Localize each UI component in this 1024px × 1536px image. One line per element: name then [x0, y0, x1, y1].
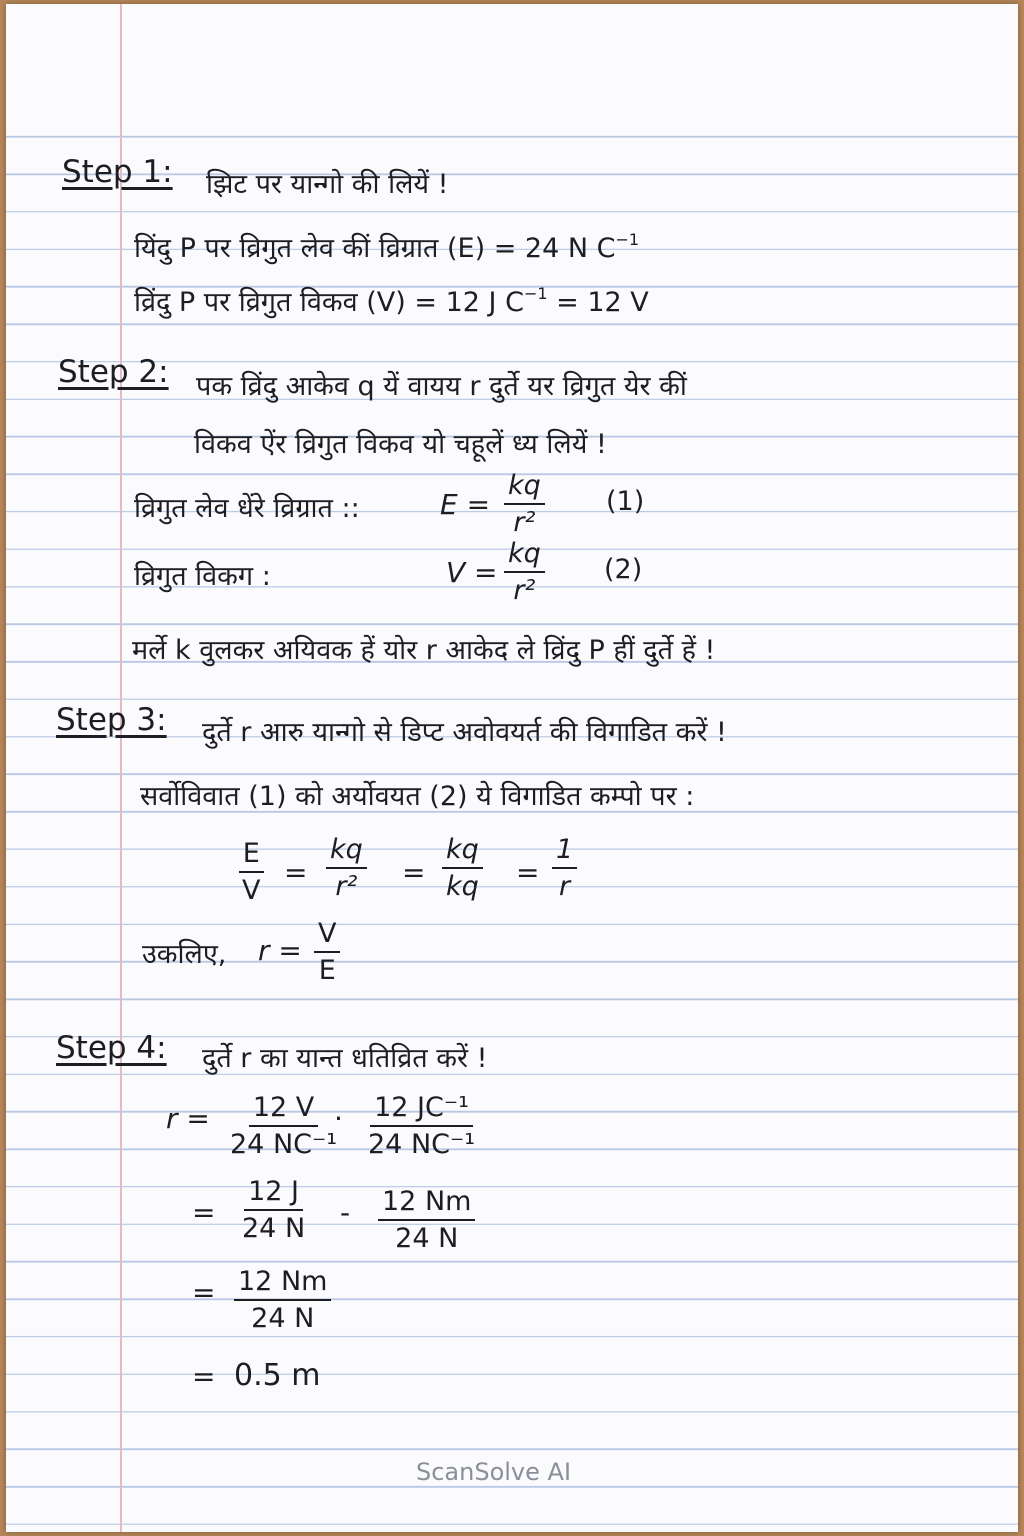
step3-fraction-kq-over-kq — [442, 834, 483, 902]
a-denominator: 24 NC⁻¹ — [230, 1129, 338, 1160]
e-numerator: 12 Nm — [234, 1266, 331, 1301]
step3-result-prefix: उकलिए, — [142, 939, 227, 970]
b-numerator: 12 JC⁻¹ — [370, 1092, 473, 1127]
eq2-label: व्रिगुत विकग : — [134, 561, 271, 592]
step2-line1: पक व्रिंदु आकेव q यें वायय r दुर्ते यर व्रिगुत येर कीं — [196, 371, 687, 402]
step3-fraction-e-over-v — [238, 838, 264, 906]
step4-equals-4: = — [192, 1360, 216, 1393]
margin-line — [120, 4, 122, 1532]
eq1-tag: (1) — [606, 486, 645, 517]
f2-numerator: kq — [326, 834, 367, 869]
final-answer: 0.5 m — [234, 1358, 321, 1393]
equals-b: = — [402, 856, 426, 889]
eq1-fraction — [504, 470, 545, 538]
step3-line1: दुर्ते r आरु यान्गो से डिप्ट अवोवयर्त की विगाडित करें ! — [202, 717, 727, 748]
eq2-lhs: V = — [446, 556, 498, 589]
step3-label: Step 3: — [56, 702, 167, 738]
step3-line2: सर्वोविवात (1) को अर्योवयत (2) ये विगाडित कम्पो पर : — [140, 781, 695, 812]
step1-line1: यिंदु P पर व्रिगुत लेव कीं व्रिग्रात (E) = 24 N $C^{-1}$ — [134, 230, 640, 264]
f1-numerator: E — [239, 838, 264, 873]
d-numerator: 12 Nm — [378, 1186, 475, 1221]
equals-c: = — [516, 856, 540, 889]
step2-note: मर्ले k वुलकर अयिवक हें योर r आकेद ले व्रिंदु P हीं दुर्ते हें ! — [132, 635, 716, 666]
step3-result-lhs: r = — [258, 934, 302, 967]
d-denominator: 24 N — [395, 1223, 459, 1254]
step1-line2: व्रिंदु P पर व्रिगुत विकव (V) = 12 J $C^{-1} = 12$ V — [134, 284, 649, 318]
step2-line2: विकव ऐंर व्रिगुत विकव यो चहूलें ध्य लियें ! — [194, 429, 607, 460]
step4-fraction-d — [378, 1186, 475, 1254]
step4-dash: - — [340, 1196, 351, 1229]
step1-intro: झिट पर यान्गो की लियें ! — [206, 169, 449, 200]
step3-fraction-1-over-r — [552, 834, 577, 902]
step4-r-lhs: r = — [166, 1102, 210, 1135]
eq1-label: व्रिगुत लेव धेंरे व्रिग्रात :: — [134, 493, 360, 524]
step4-equals-2: = — [192, 1196, 216, 1229]
notebook-page — [6, 4, 1018, 1532]
b-denominator: 24 NC⁻¹ — [368, 1129, 476, 1160]
eq1-numerator: kq — [504, 470, 545, 505]
c-denominator: 24 N — [242, 1213, 306, 1244]
step4-label: Step 4: — [56, 1030, 167, 1066]
step4-fraction-a — [226, 1092, 341, 1160]
c-numerator: 12 J — [244, 1176, 303, 1211]
result-numerator: V — [314, 918, 340, 953]
step4-fraction-c — [238, 1176, 309, 1244]
a-numerator: 12 V — [249, 1092, 318, 1127]
step4-dot: · — [334, 1102, 343, 1135]
e-denominator: 24 N — [251, 1303, 315, 1334]
equals-a: = — [284, 856, 308, 889]
step4-fraction-e — [234, 1266, 331, 1334]
eq1-lhs: E = — [440, 488, 491, 521]
step4-fraction-b — [364, 1092, 479, 1160]
step2-label: Step 2: — [58, 354, 169, 390]
f1-denominator: V — [242, 875, 261, 906]
f3-denominator: kq — [446, 871, 479, 902]
brand-watermark: ScanSolve AI — [416, 1458, 572, 1486]
step1-label: Step 1: — [62, 154, 173, 190]
eq2-numerator: kq — [504, 538, 545, 573]
eq2-tag: (2) — [604, 554, 643, 585]
eq1-denominator: r² — [513, 507, 536, 538]
step3-fraction-kq-over-r2 — [326, 834, 367, 902]
f4-numerator: 1 — [552, 834, 577, 869]
step3-result-fraction — [314, 918, 340, 986]
eq2-fraction — [504, 538, 545, 606]
step4-equals-3: = — [192, 1276, 216, 1309]
f3-numerator: kq — [442, 834, 483, 869]
f4-denominator: r — [559, 871, 571, 902]
step4-line1: दुर्ते r का यान्त धतिव्रित करें ! — [202, 1043, 488, 1074]
eq2-denominator: r² — [513, 575, 536, 606]
f2-denominator: r² — [335, 871, 358, 902]
result-denominator: E — [318, 955, 336, 986]
